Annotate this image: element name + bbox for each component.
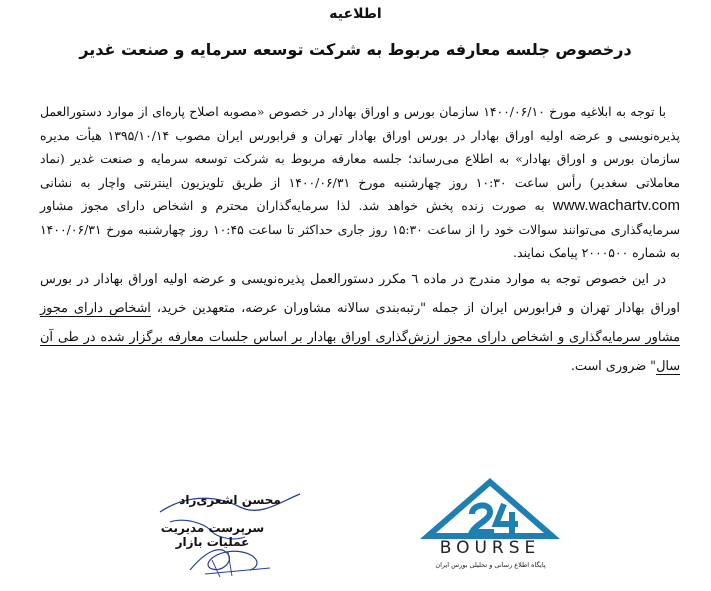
paragraph-2-part-b: " ضروری است. (570, 358, 657, 374)
signer-title: سرپرست مدیریت عملیات بازار (160, 521, 265, 549)
paragraph-2 (40, 265, 680, 381)
website-link[interactable]: www.wachartv.com (552, 197, 680, 214)
signer-name: محسن اشعری‌زاد (179, 493, 281, 507)
bourse-logo-icon (420, 478, 560, 588)
page-subtitle: درخصوص جلسه معارفه مربوط به شرکت توسعه سرمایه و صنعت غدیر (79, 40, 632, 59)
announcement-body (40, 100, 680, 381)
logo-wordmark: BOURSE (439, 538, 541, 558)
paragraph-2-underlined: اشخاص دارای مجوز مشاور سرمایه‌گذاری و اشخاص دارای مجوز ارزش‌گذاری اوراق بهادار بر اساس جلسات معارفه برگزار شده در طی آن سال (40, 300, 680, 374)
paragraph-1 (40, 100, 680, 265)
paragraph-1-part-b: به صورت زنده پخش خواهد شد. لذا سرمایه‌گذاران محترم و اشخاص دارای مجوز مشاور سرمایه‌گذاری می‌توانند سوالات خود را از ساعت ۱۵:۳۰ روز جاری حداکثر تا ساعت ۱۰:۴۵ روز چهارشنبه مورخ ۱۴۰۰/۰۶/۳۱ به شماره ۲۰۰۰۵۰۰ پیامک نمایند. (40, 198, 681, 260)
paragraph-1-part-a: با توجه به ابلاغیه مورخ ۱۴۰۰/۰۶/۱۰ سازمان بورس و اوراق بهادار در خصوص «مصوبه اصلاح پاره‌ای از موارد دستورالعمل پذیره‌نویسی و عرضه اولیه اوراق بهادار در بورس اوراق بهادار تهران و فرابورس ایران مصوب ۱۳۹۵/۱۰/۱۴ هیأت مدیره سازمان بورس و اوراق بهادار» به اطلاع می‌رساند؛ جلسه معارفه مربوط به شرکت توسعه سرمایه و صنعت غدیر (نماد معاملاتی سغدیر) رأس ساعت ۱۰:۳۰ روز چهارشنبه مورخ ۱۴۰۰/۰۶/۳۱ از طریق تلویزیون اینترنتی واچار به نشانی (40, 104, 681, 190)
page-title: اطلاعیه (329, 6, 382, 22)
logo-caption: پایگاه اطلاع رسانی و تحلیلی بورس ایران (435, 561, 546, 569)
paragraph-2-part-a: در این خصوص توجه به موارد مندرج در ماده ٦ مکرر دستورالعمل پذیره‌نویسی و عرضه اولیه اوراق بهادار در بورس اوراق بهادار تهران و فرابورس ایران از جمله "رتبه‌بندی سالانه مشاوران عرضه، متعهدین خرید، (40, 271, 680, 316)
